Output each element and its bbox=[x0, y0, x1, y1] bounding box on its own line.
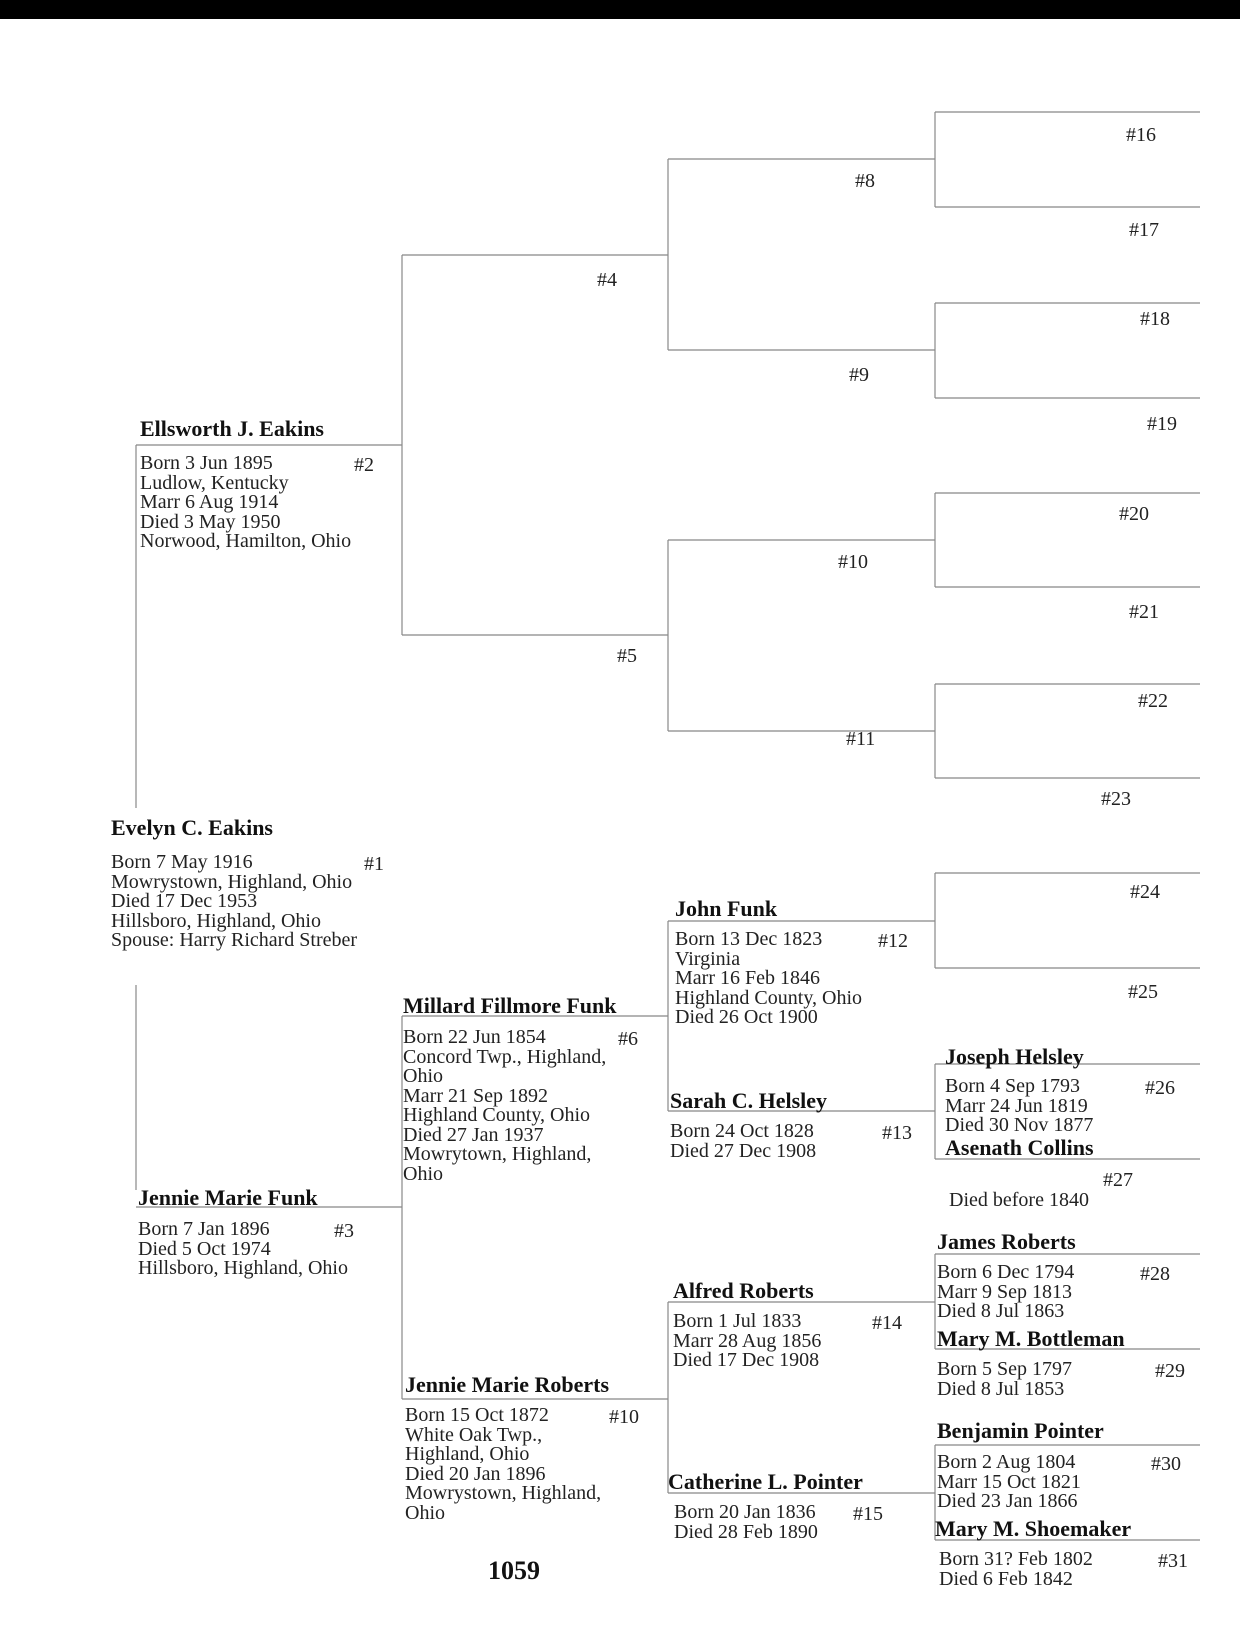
detail-line: Born 3 Jun 1895 bbox=[140, 452, 273, 474]
slot-21-number: #21 bbox=[1129, 601, 1159, 623]
detail-line: Mowrystown, Highland, Ohio bbox=[111, 870, 353, 893]
person-1-details bbox=[111, 853, 357, 951]
slot-4-number: #4 bbox=[597, 269, 617, 291]
person-1-name: Evelyn C. Eakins bbox=[111, 815, 273, 840]
detail-line: Born 31? Feb 1802 bbox=[939, 1548, 1093, 1570]
person-15-number: #15 bbox=[853, 1503, 883, 1525]
person-13-number: #13 bbox=[882, 1122, 912, 1144]
detail-line: Norwood, Hamilton, Ohio bbox=[140, 530, 352, 552]
person-7-number: #10 bbox=[609, 1406, 639, 1428]
slot-23-number: #23 bbox=[1101, 788, 1131, 810]
detail-line: Marr 15 Oct 1821 bbox=[937, 1470, 1081, 1493]
person-28-number: #28 bbox=[1140, 1263, 1170, 1285]
person-1-number: #1 bbox=[364, 853, 384, 875]
detail-line: Highland, Ohio bbox=[405, 1443, 530, 1465]
detail-line: Ohio bbox=[403, 1162, 443, 1185]
person-26-number: #26 bbox=[1145, 1077, 1175, 1099]
person-27-detail: Died before 1840 bbox=[949, 1189, 1089, 1211]
slot-20-number: #20 bbox=[1119, 503, 1149, 525]
person-26-details bbox=[945, 1077, 1093, 1136]
person-2-details bbox=[140, 454, 351, 552]
person-3-details bbox=[138, 1220, 348, 1279]
detail-line: Mowrytown, Highland, bbox=[403, 1143, 592, 1165]
detail-line: Born 1 Jul 1833 bbox=[673, 1310, 802, 1332]
person-15-name: Catherine L. Pointer bbox=[668, 1469, 863, 1494]
slot-8-number: #8 bbox=[855, 170, 875, 192]
detail-line: Ohio bbox=[403, 1065, 443, 1087]
detail-line: Born 13 Dec 1823 bbox=[675, 928, 823, 950]
detail-line: Marr 21 Sep 1892 bbox=[403, 1084, 548, 1107]
detail-line: Born 7 May 1916 bbox=[111, 851, 253, 873]
slot-25-number: #25 bbox=[1128, 981, 1158, 1003]
slot-5-number: #5 bbox=[617, 645, 637, 667]
detail-line: Born 6 Dec 1794 bbox=[937, 1261, 1075, 1283]
person-12-number: #12 bbox=[878, 930, 908, 952]
person-31-name: Mary M. Shoemaker bbox=[935, 1516, 1132, 1541]
detail-line: Died 27 Dec 1908 bbox=[670, 1139, 817, 1162]
detail-line: Died 17 Dec 1953 bbox=[111, 890, 258, 912]
person-29-name: Mary M. Bottleman bbox=[937, 1326, 1125, 1351]
person-6-details bbox=[403, 1028, 606, 1184]
detail-line: Died 17 Dec 1908 bbox=[673, 1349, 820, 1371]
detail-line: Spouse: Harry Richard Streber bbox=[111, 929, 358, 951]
detail-line: Died 23 Jan 1866 bbox=[937, 1490, 1078, 1512]
detail-line: Died 8 Jul 1863 bbox=[937, 1300, 1065, 1322]
detail-line: Hillsboro, Highland, Ohio bbox=[111, 909, 321, 932]
detail-line: Marr 6 Aug 1914 bbox=[140, 491, 279, 513]
slot-9-number: #9 bbox=[849, 364, 869, 386]
detail-line: Died 27 Jan 1937 bbox=[403, 1123, 544, 1146]
slot-17-number: #17 bbox=[1129, 219, 1159, 241]
person-29-number: #29 bbox=[1155, 1360, 1185, 1382]
detail-line: Born 24 Oct 1828 bbox=[670, 1120, 814, 1142]
detail-line: Hillsboro, Highland, Ohio bbox=[138, 1257, 348, 1279]
person-6-number: #6 bbox=[618, 1028, 638, 1050]
person-30-number: #30 bbox=[1151, 1453, 1181, 1475]
slot-24-number: #24 bbox=[1130, 881, 1160, 903]
slot-11-number: #11 bbox=[846, 728, 876, 750]
person-12-details bbox=[675, 930, 862, 1028]
person-26-name: Joseph Helsley bbox=[945, 1044, 1084, 1069]
detail-line: Marr 9 Sep 1813 bbox=[937, 1280, 1072, 1303]
person-7-details bbox=[405, 1406, 601, 1523]
detail-line: Marr 28 Aug 1856 bbox=[673, 1329, 822, 1352]
slot-16-number: #16 bbox=[1126, 124, 1156, 146]
person-28-details bbox=[937, 1263, 1074, 1322]
detail-line: Died 8 Jul 1853 bbox=[937, 1377, 1065, 1400]
slot-18-number: #18 bbox=[1140, 308, 1170, 330]
detail-line: Born 2 Aug 1804 bbox=[937, 1451, 1076, 1473]
slot-10-number: #10 bbox=[838, 551, 868, 573]
page-number: 1059 bbox=[488, 1556, 540, 1585]
detail-line: Died 30 Nov 1877 bbox=[945, 1114, 1094, 1136]
detail-line: Died 26 Oct 1900 bbox=[675, 1006, 818, 1028]
detail-line: Virginia bbox=[675, 947, 741, 970]
person-3-number: #3 bbox=[334, 1220, 354, 1242]
detail-line: Born 5 Sep 1797 bbox=[937, 1358, 1072, 1380]
detail-line: Born 20 Jan 1836 bbox=[674, 1501, 816, 1523]
person-31-number: #31 bbox=[1158, 1550, 1188, 1572]
detail-line: Died 6 Feb 1842 bbox=[939, 1567, 1073, 1590]
person-2-number: #2 bbox=[354, 454, 374, 476]
person-6-name: Millard Fillmore Funk bbox=[403, 993, 617, 1018]
detail-line: Mowrystown, Highland, bbox=[405, 1482, 602, 1504]
detail-line: Ohio bbox=[405, 1501, 445, 1524]
detail-line: White Oak Twp., bbox=[405, 1423, 543, 1446]
person-7-name: Jennie Marie Roberts bbox=[405, 1372, 610, 1397]
detail-line: Died 3 May 1950 bbox=[140, 510, 281, 533]
detail-line: Ludlow, Kentucky bbox=[140, 471, 289, 494]
detail-line: Highland County, Ohio bbox=[675, 986, 863, 1009]
person-15-details bbox=[674, 1503, 818, 1542]
detail-line: Born 7 Jan 1896 bbox=[138, 1218, 270, 1240]
person-30-details bbox=[937, 1453, 1081, 1512]
slot-22-number: #22 bbox=[1138, 690, 1168, 712]
person-2-name: Ellsworth J. Eakins bbox=[140, 416, 324, 441]
detail-line: Concord Twp., Highland, bbox=[403, 1045, 607, 1068]
detail-line: Died 28 Feb 1890 bbox=[674, 1520, 818, 1543]
detail-line: Born 22 Jun 1854 bbox=[403, 1026, 546, 1048]
person-31-details bbox=[939, 1550, 1093, 1589]
detail-line: Born 4 Sep 1793 bbox=[945, 1075, 1080, 1097]
person-14-number: #14 bbox=[872, 1312, 902, 1334]
person-27-name: Asenath Collins bbox=[945, 1135, 1094, 1160]
detail-line: Born 15 Oct 1872 bbox=[405, 1404, 549, 1426]
detail-line: Highland County, Ohio bbox=[403, 1104, 591, 1126]
person-14-name: Alfred Roberts bbox=[673, 1278, 814, 1303]
person-13-name: Sarah C. Helsley bbox=[670, 1088, 828, 1113]
person-28-name: James Roberts bbox=[937, 1229, 1076, 1254]
person-13-details bbox=[670, 1122, 816, 1161]
detail-line: Marr 16 Feb 1846 bbox=[675, 967, 820, 989]
person-12-name: John Funk bbox=[675, 896, 778, 921]
slot-19-number: #19 bbox=[1147, 413, 1177, 435]
person-30-name: Benjamin Pointer bbox=[937, 1418, 1104, 1443]
person-14-details bbox=[673, 1312, 821, 1371]
person-3-name: Jennie Marie Funk bbox=[138, 1185, 318, 1210]
detail-line: Died 5 Oct 1974 bbox=[138, 1237, 271, 1260]
detail-line: Died 20 Jan 1896 bbox=[405, 1462, 546, 1485]
detail-line: Marr 24 Jun 1819 bbox=[945, 1094, 1088, 1117]
person-29-details bbox=[937, 1360, 1072, 1399]
person-27-number: #27 bbox=[1103, 1169, 1133, 1191]
